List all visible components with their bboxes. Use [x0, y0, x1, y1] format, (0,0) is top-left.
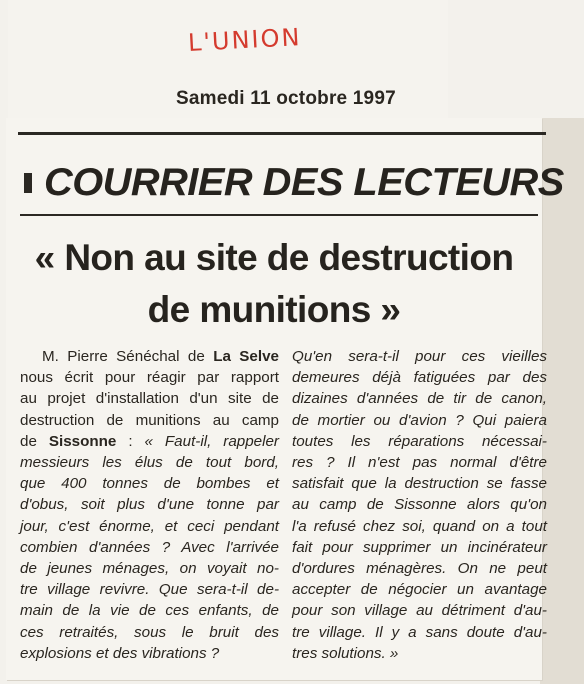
article-line — [20, 473, 279, 494]
article-headline — [6, 232, 542, 336]
article-line — [292, 516, 547, 537]
article-line — [292, 494, 547, 515]
article-line — [20, 558, 279, 579]
article-text-segment: dizaines d'années de tir de canon, — [292, 390, 547, 408]
article-column-right — [292, 346, 547, 664]
article-line — [20, 643, 279, 664]
article-line — [20, 346, 279, 367]
article-text-segment: explosions et des vibrations ? — [20, 644, 220, 662]
article-text-segment: au camp de Sissonne alors qu'on — [292, 496, 547, 514]
article-line — [292, 367, 547, 388]
article-line — [292, 579, 547, 600]
rubric-label: COURRIER DES LECTEURS — [44, 161, 565, 204]
article-line — [20, 494, 279, 515]
article-column-left — [20, 346, 279, 664]
article-text-segment: l'a refusé chez soi, quand on a tout — [292, 517, 547, 535]
article-text-segment: fait pour supprimer un incinérateur — [292, 538, 547, 556]
article-body — [20, 346, 547, 676]
article-text-segment: destruction de munitions au camp — [20, 411, 279, 429]
handwritten-newspaper-name: L'UNION — [187, 23, 303, 57]
article-line — [20, 600, 279, 621]
article-text-segment: nous écrit pour réagir par rapport — [20, 369, 279, 387]
article-line — [292, 600, 547, 621]
article-line — [292, 452, 547, 473]
article-line — [292, 643, 547, 664]
article-line — [20, 516, 279, 537]
article-line — [20, 388, 279, 409]
article-line — [292, 558, 547, 579]
article-text-segment: de jeunes ménages, on voyait no- — [20, 560, 279, 578]
article-line — [292, 473, 547, 494]
article-text-segment: pour son village au détriment d'au- — [292, 602, 547, 620]
article-line — [292, 537, 547, 558]
article-text-segment: que 400 tonnes de bombes et — [20, 475, 279, 493]
article-text-segment: satisfait que la destruction se fasse — [292, 475, 547, 493]
article-text-segment: au projet d'installation d'un site de — [20, 390, 279, 408]
article-line — [20, 431, 279, 452]
article-text-segment: : — [116, 432, 145, 450]
article-text-segment: d'ordures ménagères. On ne peut — [292, 560, 547, 578]
article-line — [20, 410, 279, 431]
top-rule — [18, 132, 546, 135]
article-text-segment: de mortier ou d'avion ? Qui paiera — [292, 411, 547, 429]
article-line — [20, 537, 279, 558]
newspaper-clipping — [6, 118, 565, 680]
article-line — [20, 579, 279, 600]
rubric-rule — [20, 214, 538, 216]
article-text-segment: tre village revivre. Que sera-t-il de- — [20, 581, 279, 599]
article-text-segment: tre village. Il y a sans doute d'au- — [292, 623, 547, 641]
rubric-heading — [24, 156, 565, 210]
article-text-segment: tres solutions. » — [292, 644, 399, 662]
article-line — [292, 346, 547, 367]
headline-line-1: « Non au site de destruction — [34, 237, 514, 278]
square-bullet-icon — [24, 173, 32, 193]
article-line — [20, 367, 279, 388]
headline-line-2: de munitions » — [147, 289, 401, 330]
article-text-segment: res ? Il n'est pas normal d'être — [292, 454, 547, 472]
masthead-strip — [8, 0, 448, 118]
article-text-segment: main de la vie de ces enfants, de — [20, 602, 279, 620]
article-text-segment: Sissonne — [48, 432, 117, 450]
article-text-segment: demeures déjà fatiguées par des — [292, 369, 547, 387]
article-text-segment: toutes les réparations nécessai- — [292, 432, 547, 450]
article-line — [292, 410, 547, 431]
article-text-segment: « Faut-il, rappeler — [144, 432, 279, 450]
publication-date: Samedi 11 octobre 1997 — [176, 88, 396, 109]
article-text-segment: combien d'années ? Avec l'arrivée — [20, 538, 279, 556]
article-text-segment: d'obus, soit plus d'une tonne par — [20, 496, 279, 514]
article-text-segment: accepter de négocier un avantage — [292, 581, 547, 599]
article-line — [20, 622, 279, 643]
article-text-segment: La Selve — [213, 348, 279, 365]
article-text-segment: de — [20, 432, 49, 450]
article-text-segment: jour, c'est énorme, et ceci pendant — [20, 517, 279, 535]
article-text-segment: Qu'en sera-t-il pour ces vieilles — [292, 348, 547, 365]
article-line — [20, 452, 279, 473]
article-text-segment: ces retraités, sous le bruit des — [20, 623, 279, 641]
article-text-segment: M. Pierre Sénéchal de — [42, 348, 214, 365]
article-line — [292, 622, 547, 643]
article-line — [292, 431, 547, 452]
article-text-segment: messieurs les élus de tout bord, — [20, 454, 279, 472]
article-line — [292, 388, 547, 409]
